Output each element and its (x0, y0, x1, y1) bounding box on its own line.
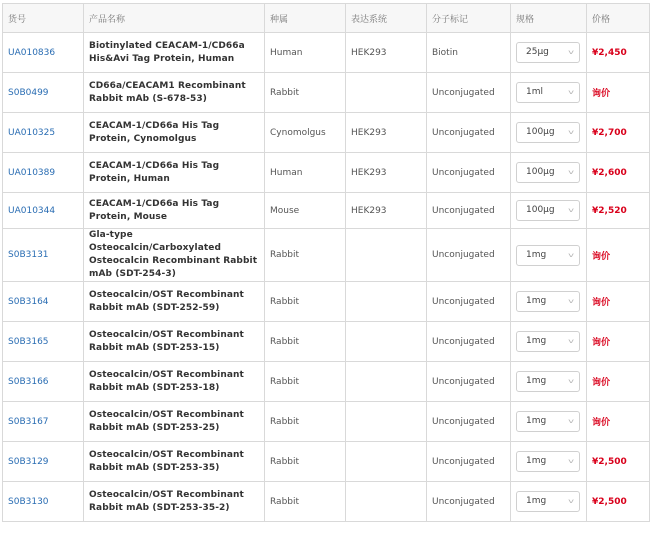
product-species: Rabbit (265, 282, 346, 322)
product-sku-link[interactable]: S0B3165 (3, 322, 84, 362)
product-expression: HEK293 (346, 33, 427, 73)
spec-select[interactable] (516, 411, 580, 432)
spec-select[interactable] (516, 331, 580, 352)
spec-value: 25μg (526, 47, 549, 57)
chevron-down-icon: v (568, 207, 574, 214)
product-price[interactable] (587, 322, 650, 362)
spec-value: 100μg (526, 167, 555, 177)
product-tag: Unconjugated (427, 402, 511, 442)
col-header-price: 价格 (587, 4, 650, 33)
product-tag: Unconjugated (427, 229, 511, 282)
table-row (3, 73, 650, 113)
product-name-link[interactable]: Osteocalcin/OST Recombinant Rabbit mAb (SDT-253-25) (84, 402, 265, 442)
product-species: Mouse (265, 193, 346, 229)
product-tag: Unconjugated (427, 282, 511, 322)
inquire-link[interactable]: 询价 (592, 89, 611, 99)
chevron-down-icon: v (568, 298, 574, 305)
product-name-link[interactable]: Osteocalcin/OST Recombinant Rabbit mAb (SDT-253-18) (84, 362, 265, 402)
spec-select[interactable] (516, 42, 580, 63)
product-price[interactable] (587, 402, 650, 442)
table-row (3, 362, 650, 402)
product-species: Rabbit (265, 402, 346, 442)
spec-value: 1mg (526, 249, 547, 260)
product-price (587, 113, 650, 153)
table-row (3, 113, 650, 153)
col-header-name: 产品名称 (84, 4, 265, 33)
price-value: ¥ 2,520 (592, 206, 627, 216)
product-sku-link[interactable]: S0B3164 (3, 282, 84, 322)
spec-value: 1mg (526, 416, 547, 426)
table-row (3, 33, 650, 73)
chevron-down-icon: v (568, 129, 574, 136)
product-sku-link[interactable]: UA010389 (3, 153, 84, 193)
price-value: ¥ 2,600 (592, 168, 627, 178)
spec-value: 1mg (526, 376, 547, 386)
product-species: Human (265, 153, 346, 193)
table-row (3, 322, 650, 362)
product-price[interactable] (587, 73, 650, 113)
product-sku-link[interactable]: S0B3130 (3, 482, 84, 522)
product-tag: Unconjugated (427, 193, 511, 229)
table-header-row (3, 4, 650, 33)
chevron-down-icon: v (568, 49, 574, 56)
product-sku-link[interactable]: UA010344 (3, 193, 84, 229)
product-species: Cynomolgus (265, 113, 346, 153)
spec-value: 1ml (526, 87, 543, 97)
chevron-down-icon: v (568, 458, 574, 465)
product-expression (346, 402, 427, 442)
table-row (3, 402, 650, 442)
product-table (2, 3, 650, 522)
product-expression: HEK293 (346, 113, 427, 153)
spec-cell (511, 193, 587, 229)
product-tag: Unconjugated (427, 482, 511, 522)
price-value: ¥ 2,500 (592, 457, 627, 467)
product-tag: Unconjugated (427, 362, 511, 402)
chevron-down-icon: v (568, 251, 574, 259)
spec-select[interactable] (516, 122, 580, 143)
product-expression (346, 73, 427, 113)
product-tag: Unconjugated (427, 153, 511, 193)
col-header-spec: 规格 (511, 4, 587, 33)
spec-select[interactable] (516, 291, 580, 312)
product-price (587, 193, 650, 229)
spec-cell (511, 73, 587, 113)
spec-cell (511, 33, 587, 73)
table-row (3, 482, 650, 522)
product-species: Rabbit (265, 73, 346, 113)
spec-select[interactable] (516, 245, 580, 266)
product-species: Human (265, 33, 346, 73)
product-sku-link[interactable]: UA010836 (3, 33, 84, 73)
product-name-link[interactable]: Biotinylated CEACAM-1/CD66a His&Avi Tag Protein, Human (84, 33, 265, 73)
price-value: ¥ 2,700 (592, 128, 627, 138)
chevron-down-icon: v (568, 89, 574, 96)
product-species: Rabbit (265, 362, 346, 402)
inquire-link[interactable]: 询价 (592, 251, 611, 262)
col-header-expression: 表达系统 (346, 4, 427, 33)
chevron-down-icon: v (568, 418, 574, 425)
spec-select[interactable] (516, 200, 580, 221)
product-tag: Unconjugated (427, 113, 511, 153)
spec-value: 1mg (526, 496, 547, 506)
spec-cell (511, 362, 587, 402)
spec-value: 1mg (526, 296, 547, 306)
spec-select[interactable] (516, 491, 580, 512)
spec-cell (511, 402, 587, 442)
product-name-link[interactable]: CEACAM-1/CD66a His Tag Protein, Cynomolgus (84, 113, 265, 153)
chevron-down-icon: v (568, 498, 574, 505)
product-price (587, 442, 650, 482)
product-price (587, 153, 650, 193)
col-header-tag: 分子标记 (427, 4, 511, 33)
spec-value: 100μg (526, 127, 555, 137)
product-expression: HEK293 (346, 153, 427, 193)
product-species: Rabbit (265, 229, 346, 282)
col-header-species: 种属 (265, 4, 346, 33)
product-tag: Biotin (427, 33, 511, 73)
spec-cell (511, 282, 587, 322)
product-name-link[interactable]: CD66a/CEACAM1 Recombinant Rabbit mAb (S-678-53) (84, 73, 265, 113)
spec-cell (511, 113, 587, 153)
product-name-link[interactable]: Osteocalcin/OST Recombinant Rabbit mAb (SDT-252-59) (84, 282, 265, 322)
spec-cell (511, 153, 587, 193)
product-sku-link[interactable]: UA010325 (3, 113, 84, 153)
product-sku-link[interactable]: S0B3131 (3, 229, 84, 282)
spec-value: 1mg (526, 336, 547, 346)
spec-cell (511, 322, 587, 362)
price-value: ¥ 2,500 (592, 497, 627, 507)
product-expression (346, 322, 427, 362)
product-sku-link[interactable]: S0B3166 (3, 362, 84, 402)
table-row (3, 282, 650, 322)
table-row (3, 153, 650, 193)
product-name-link[interactable]: CEACAM-1/CD66a His Tag Protein, Human (84, 153, 265, 193)
product-price (587, 33, 650, 73)
inquire-link[interactable]: 询价 (592, 338, 611, 348)
table-row (3, 442, 650, 482)
spec-cell (511, 482, 587, 522)
chevron-down-icon: v (568, 378, 574, 385)
spec-select[interactable] (516, 82, 580, 103)
chevron-down-icon: v (568, 338, 574, 345)
product-expression (346, 282, 427, 322)
spec-select[interactable] (516, 371, 580, 392)
product-price[interactable] (587, 362, 650, 402)
price-value: ¥ 2,450 (592, 48, 627, 58)
product-expression (346, 442, 427, 482)
product-name-link[interactable]: Gla-type Osteocalcin/Carboxylated Osteocalcin Recombinant Rabbit mAb (SDT-254-3) (84, 229, 265, 282)
product-expression: HEK293 (346, 193, 427, 229)
product-name-link[interactable]: Osteocalcin/OST Recombinant Rabbit mAb (SDT-253-35) (84, 442, 265, 482)
product-tag: Unconjugated (427, 73, 511, 113)
product-sku-link[interactable]: S0B3129 (3, 442, 84, 482)
product-species: Rabbit (265, 482, 346, 522)
spec-value: 1mg (526, 456, 547, 466)
product-price[interactable] (587, 282, 650, 322)
product-tag: Unconjugated (427, 322, 511, 362)
inquire-link[interactable]: 询价 (592, 298, 611, 308)
spec-cell (511, 442, 587, 482)
product-price[interactable] (587, 229, 650, 282)
table-row (3, 229, 650, 282)
product-expression (346, 229, 427, 282)
inquire-link[interactable]: 询价 (592, 418, 611, 428)
product-name-link[interactable]: Osteocalcin/OST Recombinant Rabbit mAb (SDT-253-35-2) (84, 482, 265, 522)
product-expression (346, 482, 427, 522)
product-name-link[interactable]: CEACAM-1/CD66a His Tag Protein, Mouse (84, 193, 265, 229)
product-price (587, 482, 650, 522)
spec-select[interactable] (516, 162, 580, 183)
product-species: Rabbit (265, 442, 346, 482)
table-row (3, 193, 650, 229)
product-sku-link[interactable]: S0B0499 (3, 73, 84, 113)
inquire-link[interactable]: 询价 (592, 378, 611, 388)
product-sku-link[interactable]: S0B3167 (3, 402, 84, 442)
product-species: Rabbit (265, 322, 346, 362)
spec-value: 100μg (526, 205, 555, 215)
spec-cell (511, 229, 587, 282)
col-header-sku: 货号 (3, 4, 84, 33)
chevron-down-icon: v (568, 169, 574, 176)
product-expression (346, 362, 427, 402)
product-tag: Unconjugated (427, 442, 511, 482)
spec-select[interactable] (516, 451, 580, 472)
product-name-link[interactable]: Osteocalcin/OST Recombinant Rabbit mAb (SDT-253-15) (84, 322, 265, 362)
